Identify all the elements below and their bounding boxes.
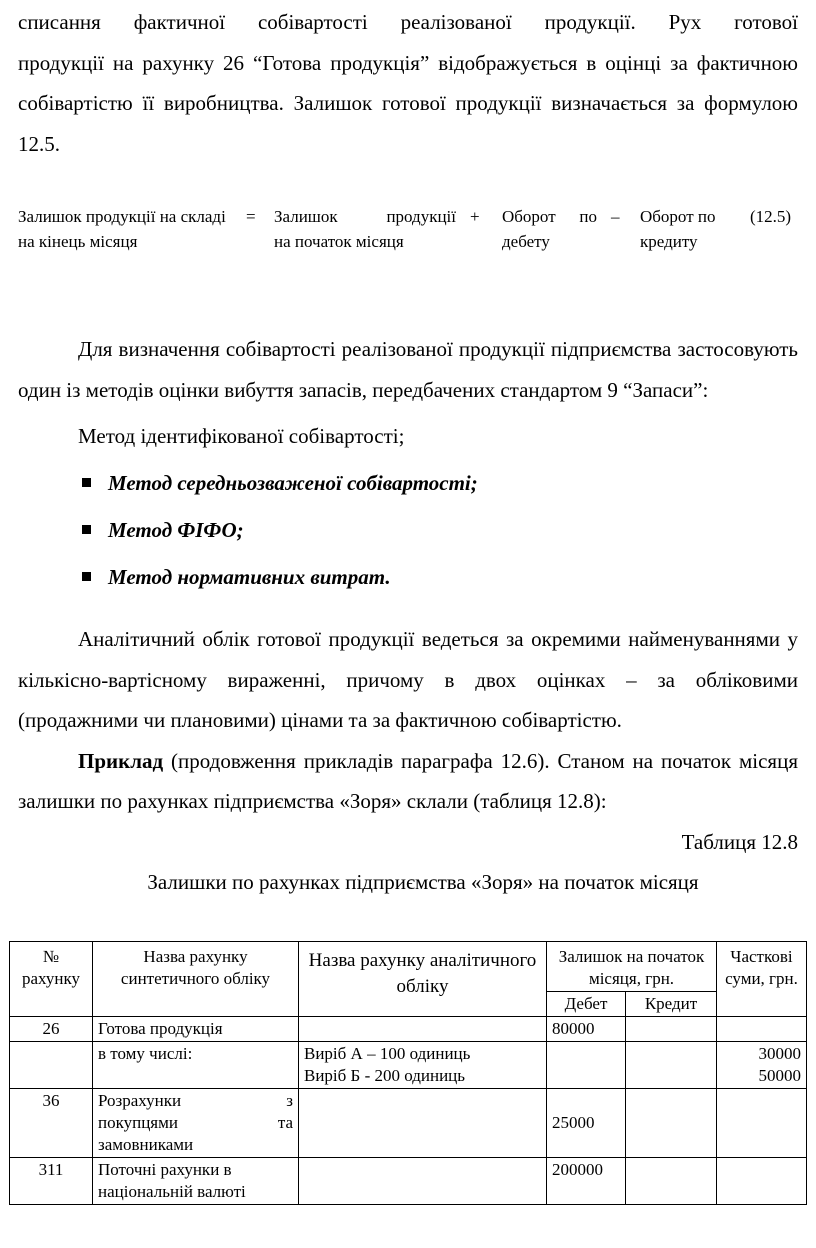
intro-word: Рух (668, 10, 702, 34)
table-row: 311 Поточні рахунки в національній валюті 200000 (10, 1158, 807, 1205)
intro-word: реалізованої (400, 10, 512, 34)
table-row: 26 Готова продукція 80000 (10, 1017, 807, 1042)
table-label: Таблиця 12.8 (681, 829, 798, 854)
square-bullet-icon (82, 478, 91, 487)
formula-term-credit-turnover: Оборот по кредиту (640, 207, 716, 251)
formula-term-debit-turnover: Оборот по дебету (502, 207, 597, 251)
header-synthetic-account: Назва рахунку синтетичного обліку (93, 942, 299, 1017)
table-title: Залишки по рахунках підприємства «Зоря» на початок місяця (147, 869, 699, 894)
methods-intro-paragraph: Для визначення собівартості реалізованої продукції підприємства застосовують один із методів оцінки вибуття запасів, передбачених стандартом 9 “Запаси”: (18, 337, 798, 402)
header-analytic-account: Назва рахунку аналітичного обліку (299, 942, 547, 1017)
list-item: Метод середньозваженої собівартості; (18, 463, 798, 503)
table-row: в тому числі: Виріб А – 100 одиниць Виріб Б - 200 одиниць 30000 50000 (10, 1042, 807, 1089)
example-label: Приклад (78, 748, 164, 773)
header-partial-sums: Часткові суми, грн. (717, 942, 807, 1017)
header-opening-balance: Залишок на початок місяця, грн. (547, 942, 717, 992)
formula-number: (12.5) (750, 207, 792, 226)
square-bullet-icon (82, 572, 91, 581)
list-item: Метод нормативних витрат. (18, 557, 798, 597)
document-page (18, 0, 798, 902)
analytic-paragraph: Аналітичний облік готової продукції ведеться за окремими найменуваннями у кількісно-вартісному вираженні, причому в двох оцінках – за обліковими (продажними чи плановими) цінами та за фактичною собівартістю. (18, 627, 798, 732)
header-debit: Дебет (547, 992, 626, 1017)
method-identified-cost: Метод ідентифікованої собівартості; (78, 424, 405, 448)
intro-paragraph (18, 0, 798, 164)
table-header-row (10, 942, 807, 992)
formula-minus-sign: – (611, 207, 620, 226)
header-account-number: № рахунку (10, 942, 93, 1017)
intro-word: продукції. (544, 10, 636, 34)
intro-word: готової (734, 10, 798, 34)
square-bullet-icon (82, 525, 91, 534)
intro-text: продукції на рахунку 26 “Готова продукція” відображується в оцінці за фактичною собівартістю її виробництва. Залишок готової продукції визначається за формулою 12.5. (18, 50, 798, 156)
formula-term-ending-balance: Залишок продукції на складі на кінець місяця (18, 207, 226, 251)
intro-word: фактичної (133, 10, 226, 34)
methods-list (18, 463, 798, 597)
header-credit: Кредит (626, 992, 717, 1017)
table-row: 36 Розрахунки з покупцями та замовниками 25000 (10, 1089, 807, 1158)
balances-table (9, 941, 807, 1205)
formula-term-opening-balance: Залишок продукції на початок місяця (274, 207, 456, 251)
intro-first-line (18, 2, 798, 43)
formula-12-5 (18, 204, 798, 264)
intro-word: списання (18, 10, 101, 34)
example-paragraph: Приклад (продовження прикладів параграфа 12.6). Станом на початок місяця залишки по рахунках підприємства «Зоря» склали (таблиця 12.8): (18, 748, 798, 813)
list-item: Метод ФІФО; (18, 510, 798, 550)
formula-plus-sign: + (470, 207, 480, 226)
intro-word: собівартості (257, 10, 368, 34)
formula-equals-sign: = (246, 207, 256, 226)
